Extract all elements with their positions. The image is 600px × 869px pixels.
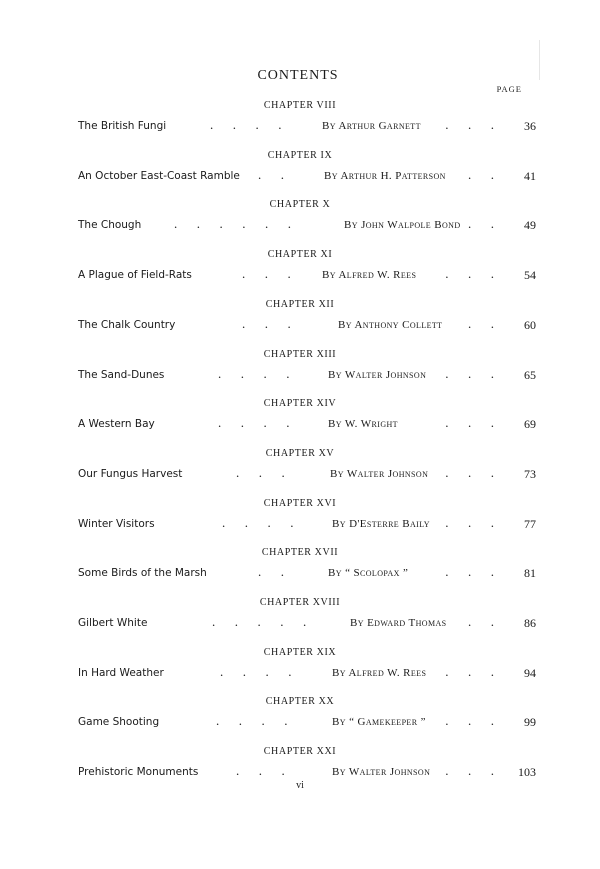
contents-entry [0,398,600,438]
entry-row [78,514,536,536]
leader-dots: . . . . [222,514,294,530]
chapter-heading: CHAPTER VIII [263,100,337,111]
chapter-heading: CHAPTER X [269,199,331,211]
entry-author: By John Walpole Bond [344,219,461,232]
contents-entry [0,199,600,239]
entry-page-number: 41 [524,168,536,183]
entry-author: By W. Wright [328,418,398,431]
entry-page-number: 60 [524,317,536,332]
leader-dots: . . . [445,266,494,282]
leader-dots: . . . . [216,713,288,729]
entry-author: By D'Esterre Baily [332,517,430,530]
entry-author: By Walter Johnson [332,766,431,779]
leader-dots: . . . [445,763,494,779]
page-column-label: PAGE [496,84,522,94]
entry-author: By Edward Thomas [350,617,447,629]
entry-row [78,564,536,585]
entry-page-number: 69 [524,417,536,432]
chapter-heading: CHAPTER IX [267,149,333,161]
entry-author: By Arthur H. Patterson [324,169,446,182]
contents-entry [0,647,600,687]
chapter-heading: CHAPTER XV [265,447,335,459]
entry-page-number: 103 [518,765,536,780]
entry-subject: The British Fungi [78,120,167,132]
entry-author: By “ Scolopax ” [328,567,409,580]
entry-page-number: 77 [524,516,536,531]
entry-row [78,365,536,387]
leader-dots: . . . [445,415,494,431]
entry-row [78,614,536,635]
entry-subject: Prehistoric Monuments [78,766,199,779]
leader-dots: . . [468,614,494,629]
entry-page-number: 73 [524,466,536,481]
entry-subject: The Chough [78,219,142,232]
leader-dots: . . [468,166,494,182]
leader-dots: . . . . [218,415,290,431]
leader-dots: . . [258,166,284,182]
entry-subject: Winter Visitors [78,517,155,530]
leader-dots: . . . [242,266,291,282]
entry-row [78,713,536,734]
entry-page-number: 49 [524,218,536,233]
contents-entry [0,299,600,339]
contents-entry [0,349,600,389]
entry-row [78,266,536,287]
leader-dots: . . . [242,315,291,331]
chapter-heading: CHAPTER XVI [263,497,337,509]
contents-entry [0,696,600,736]
entry-row [78,117,536,138]
entry-subject: A Western Bay [78,418,155,431]
entry-row [78,216,536,237]
entry-page-number: 36 [524,119,536,133]
entry-row [78,415,536,436]
leader-dots: . . [468,216,494,232]
entry-subject: In Hard Weather [78,666,164,679]
entry-subject: Our Fungus Harvest [78,467,183,480]
contents-entry [0,100,600,140]
chapter-heading: CHAPTER XII [265,298,335,310]
chapter-heading: CHAPTER XI [267,249,333,261]
contents-entry [0,498,600,538]
entry-subject: The Chalk Country [78,318,176,331]
entry-author: By Alfred W. Rees [332,666,427,679]
entry-author: By Walter Johnson [330,467,429,480]
entry-row [78,663,536,685]
entry-row [78,166,536,188]
contents-entry [0,547,600,587]
leader-dots: . . [468,315,494,331]
page-folio: vi [296,780,304,791]
entry-row [78,315,536,337]
leader-dots: . . . [445,514,494,530]
leader-dots: . . . [236,464,285,480]
entry-page-number: 81 [524,566,536,581]
entry-row [78,464,536,486]
leader-dots: . . . [236,763,285,779]
entry-subject: Gilbert White [78,617,148,629]
entry-subject: Some Birds of the Marsh [78,567,207,580]
entry-author: By “ Gamekeeper ” [332,716,426,729]
contents-entry [0,150,600,190]
leader-dots: . . . [445,663,494,679]
chapter-heading: CHAPTER XVIII [259,597,341,608]
entry-subject: The Sand-Dunes [78,368,165,381]
leader-dots: . . . [445,564,494,580]
leader-dots: . . . . [220,663,292,679]
entry-page-number: 65 [524,367,536,382]
chapter-heading: CHAPTER XVII [261,547,339,559]
chapter-heading: CHAPTER XIII [263,348,337,360]
entry-subject: Game Shooting [78,716,160,729]
leader-dots: . . . [445,365,494,381]
contents-entry [0,249,600,289]
contents-entry [0,597,600,637]
chapter-heading: CHAPTER XXI [263,746,337,758]
entry-author: By Alfred W. Rees [322,269,417,282]
leader-dots: . . . [445,464,494,480]
entry-page-number: 94 [524,665,536,680]
leader-dots: . . . [445,117,494,132]
chapter-heading: CHAPTER XX [265,696,335,708]
contents-entry [0,448,600,488]
entry-author: By Walter Johnson [328,368,427,381]
entry-subject: An October East-Coast Ramble [78,169,240,182]
entry-page-number: 99 [524,715,536,730]
leader-dots: . . . . [210,117,282,132]
chapter-heading: CHAPTER XIV [263,398,337,410]
leader-dots: . . . [445,713,494,729]
page-title: CONTENTS [257,68,339,83]
entry-page-number: 86 [524,616,536,630]
leader-dots: . . [258,564,284,580]
entry-subject: A Plague of Field-Rats [78,269,192,282]
chapter-heading: CHAPTER XIX [263,646,337,658]
leader-dots: . . . . . . [174,216,291,232]
entry-author: By Arthur Garnett [322,120,421,132]
leader-dots: . . . . . [212,614,307,629]
leader-dots: . . . . [218,365,290,381]
entry-author: By Anthony Collett [338,318,443,331]
entry-page-number: 54 [524,268,536,283]
